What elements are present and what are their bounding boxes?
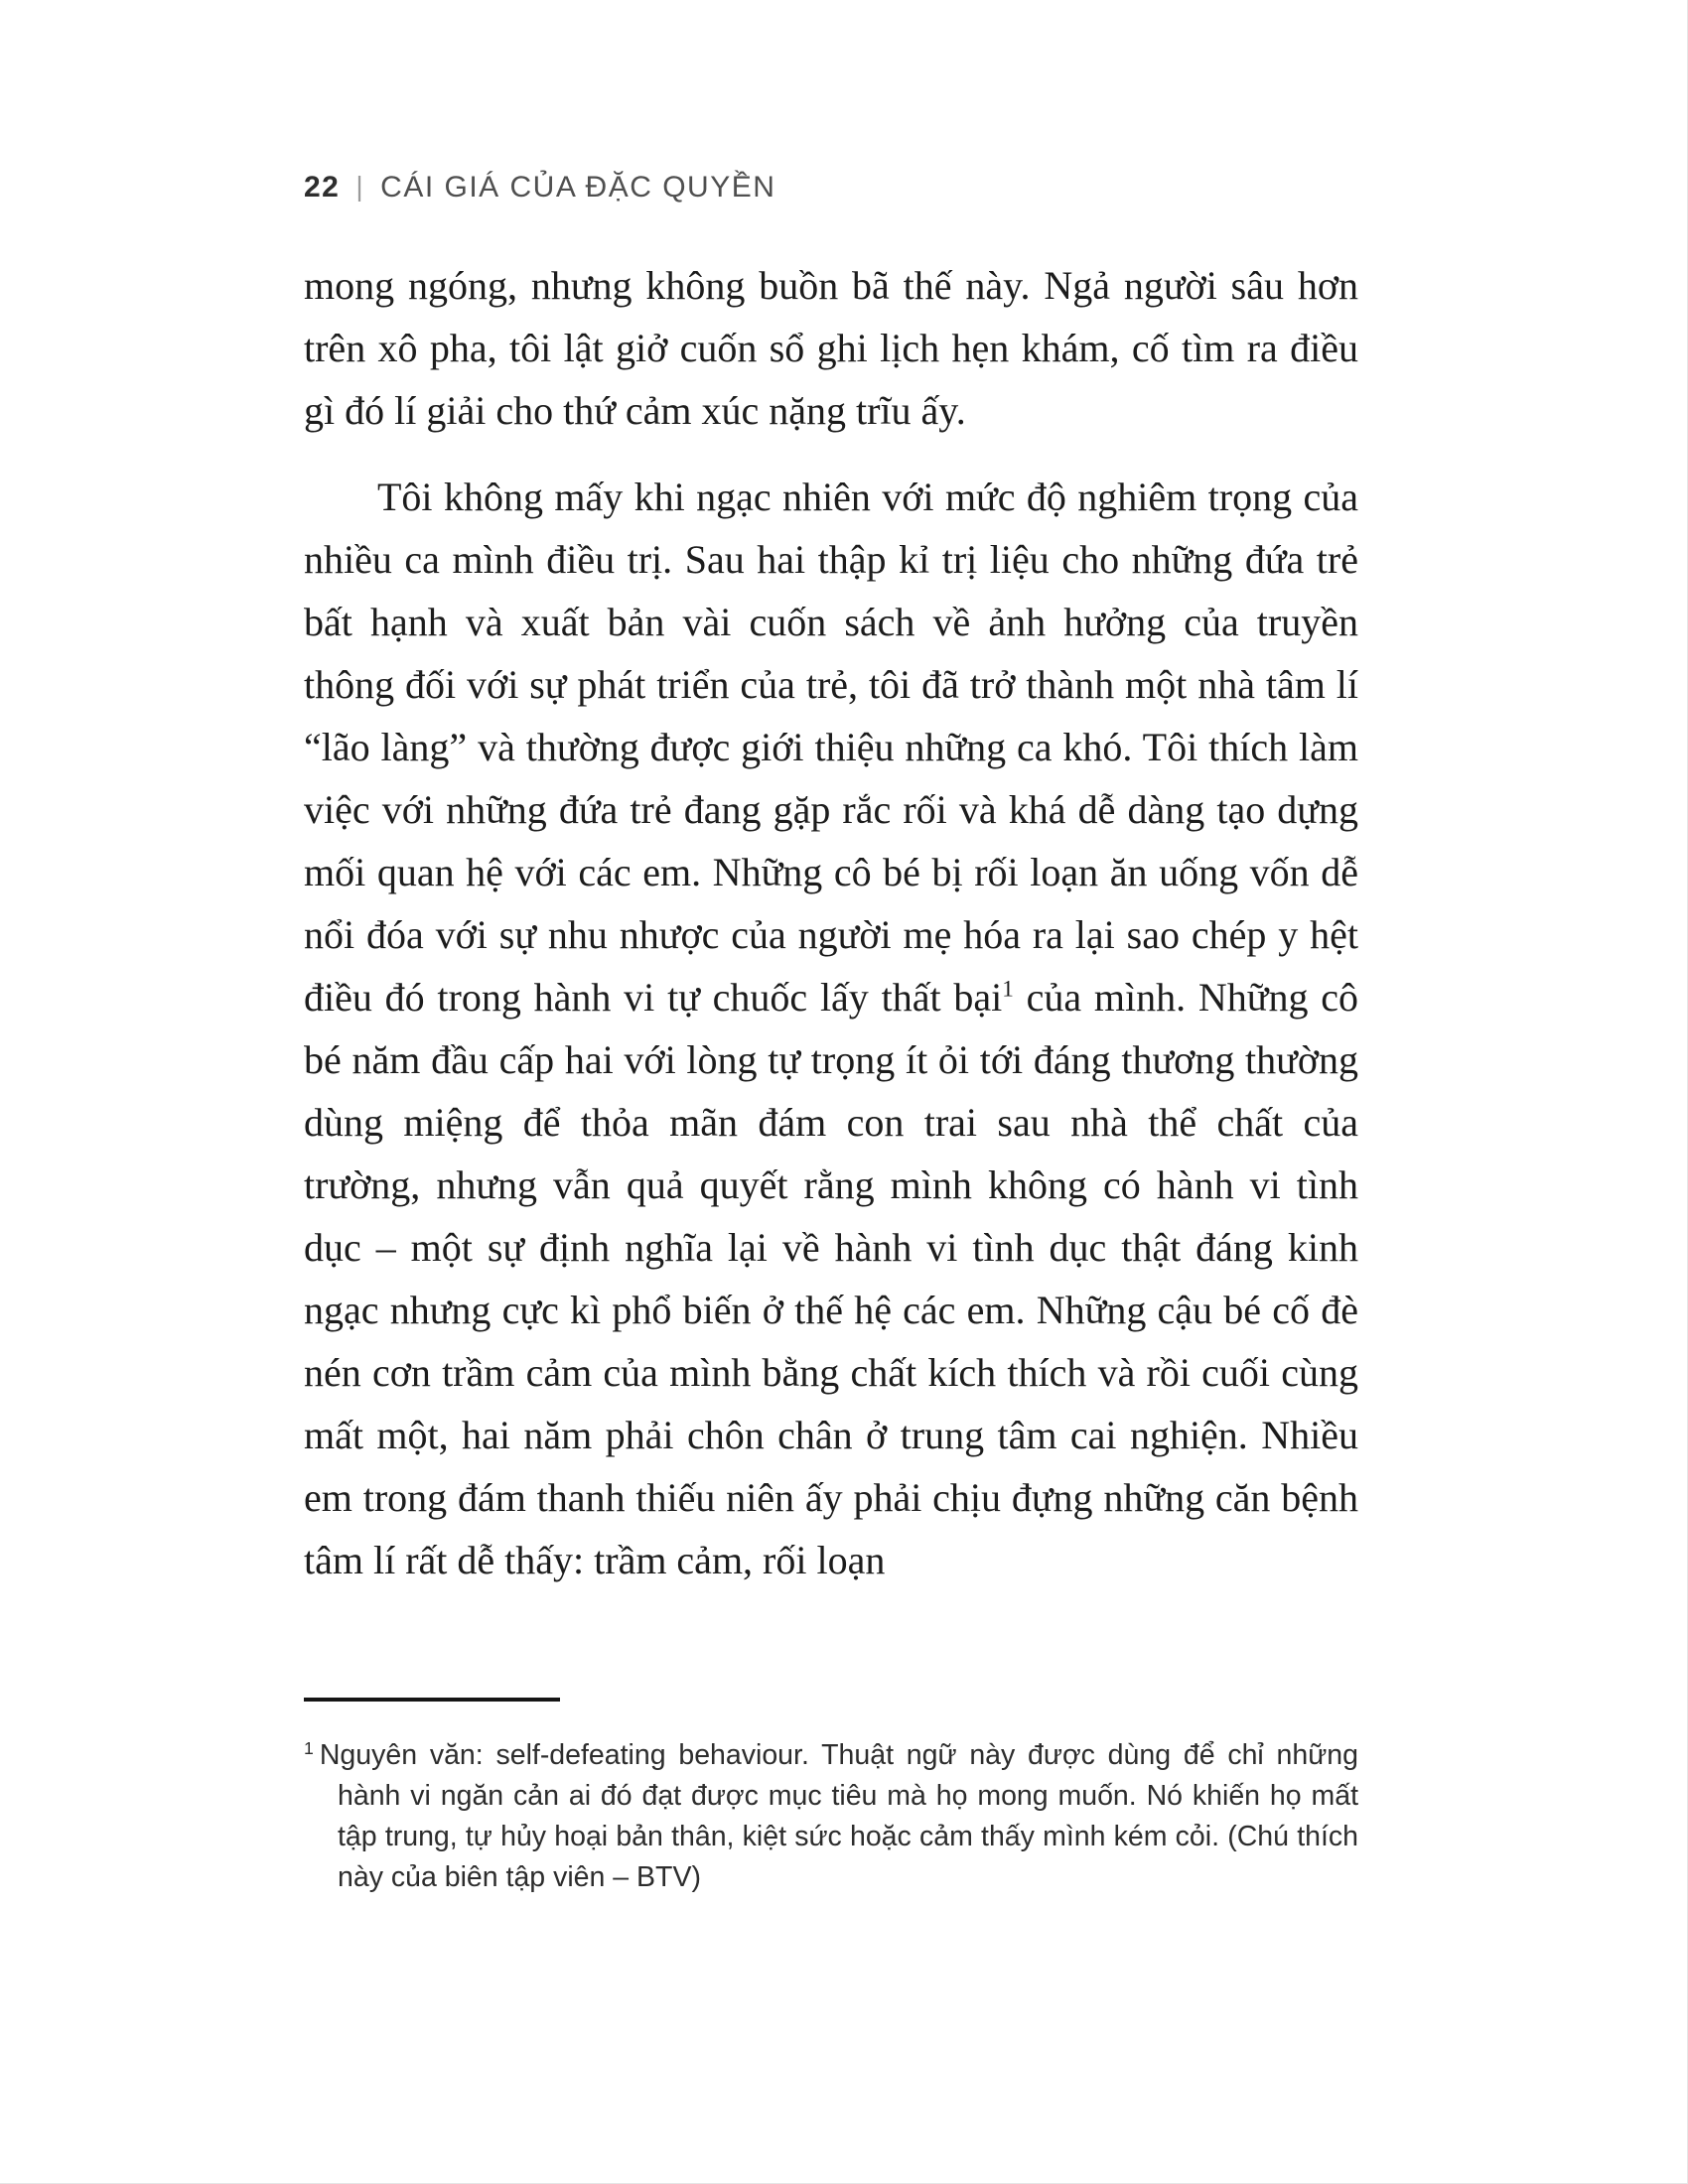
running-title: CÁI GIÁ CỦA ĐẶC QUYỀN — [380, 171, 776, 204]
footnote-marker: 1 — [304, 1737, 314, 1758]
footnote-reference: 1 — [1002, 976, 1014, 1003]
paragraph-2-text-before-note: Tôi không mấy khi ngạc nhiên với mức độ nghiêm trọng của nhiều ca mình điều trị. Sau hai thập kỉ trị liệu cho những đứa trẻ bất hạnh và xuất bản vài cuốn sách về ảnh hưởng của truyền thông đối với sự phát triển của trẻ, tôi đã trở thành một nhà tâm lí “lão làng” và thường được giới thiệu những ca khó. Tôi thích làm việc với những đứa trẻ đang gặp rắc rối và khá dễ dàng tạo dựng mối quan hệ với các em. Những cô bé bị rối loạn ăn uống vốn dễ nổi đóa với sự nhu nhược của người mẹ hóa ra lại sao chép y hệt điều đó trong hành vi tự chuốc lấy thất bại — [304, 475, 1358, 1020]
header-separator: | — [355, 171, 365, 202]
paragraph-2-text-after-note: của mình. Những cô bé năm đầu cấp hai với lòng tự trọng ít ỏi tới đáng thương thường dùng miệng để thỏa mãn đám con trai sau nhà thể chất của trường, nhưng vẫn quả quyết rằng mình không có hành vi tình dục – một sự định nghĩa lại về hành vi tình dục thật đáng kinh ngạc nhưng cực kì phổ biến ở thế hệ các em. Những cậu bé cố đè nén cơn trầm cảm của mình bằng chất kích thích và rồi cuối cùng mất một, hai năm phải chôn chân ở trung tâm cai nghiện. Nhiều em trong đám thanh thiếu niên ấy phải chịu đựng những căn bệnh tâm lí rất dễ thấy: trầm cảm, rối loạn — [304, 975, 1358, 1582]
footnote-divider — [304, 1698, 560, 1702]
body-text — [304, 254, 1358, 1591]
footnote-area — [304, 1698, 1358, 1898]
footnote-text: Nguyên văn: self-defeating behaviour. Thuật ngữ này được dùng để chỉ những hành vi ngăn cản ai đó đạt được mục tiêu mà họ mong muốn. Nó khiến họ mất tập trung, tự hủy hoại bản thân, kiệt sức hoặc cảm thấy mình kém cỏi. (Chú thích này của biên tập viên – BTV) — [319, 1739, 1358, 1893]
paragraph-2 — [304, 466, 1358, 1591]
page-header — [304, 171, 775, 205]
paragraph-1: mong ngóng, nhưng không buồn bã thế này. Ngả người sâu hơn trên xô pha, tôi lật giở cuốn sổ ghi lịch hẹn khám, cố tìm ra điều gì đó lí giải cho thứ cảm xúc nặng trĩu ấy. — [304, 263, 1358, 433]
page-number: 22 — [304, 171, 341, 204]
footnote — [304, 1735, 1358, 1898]
